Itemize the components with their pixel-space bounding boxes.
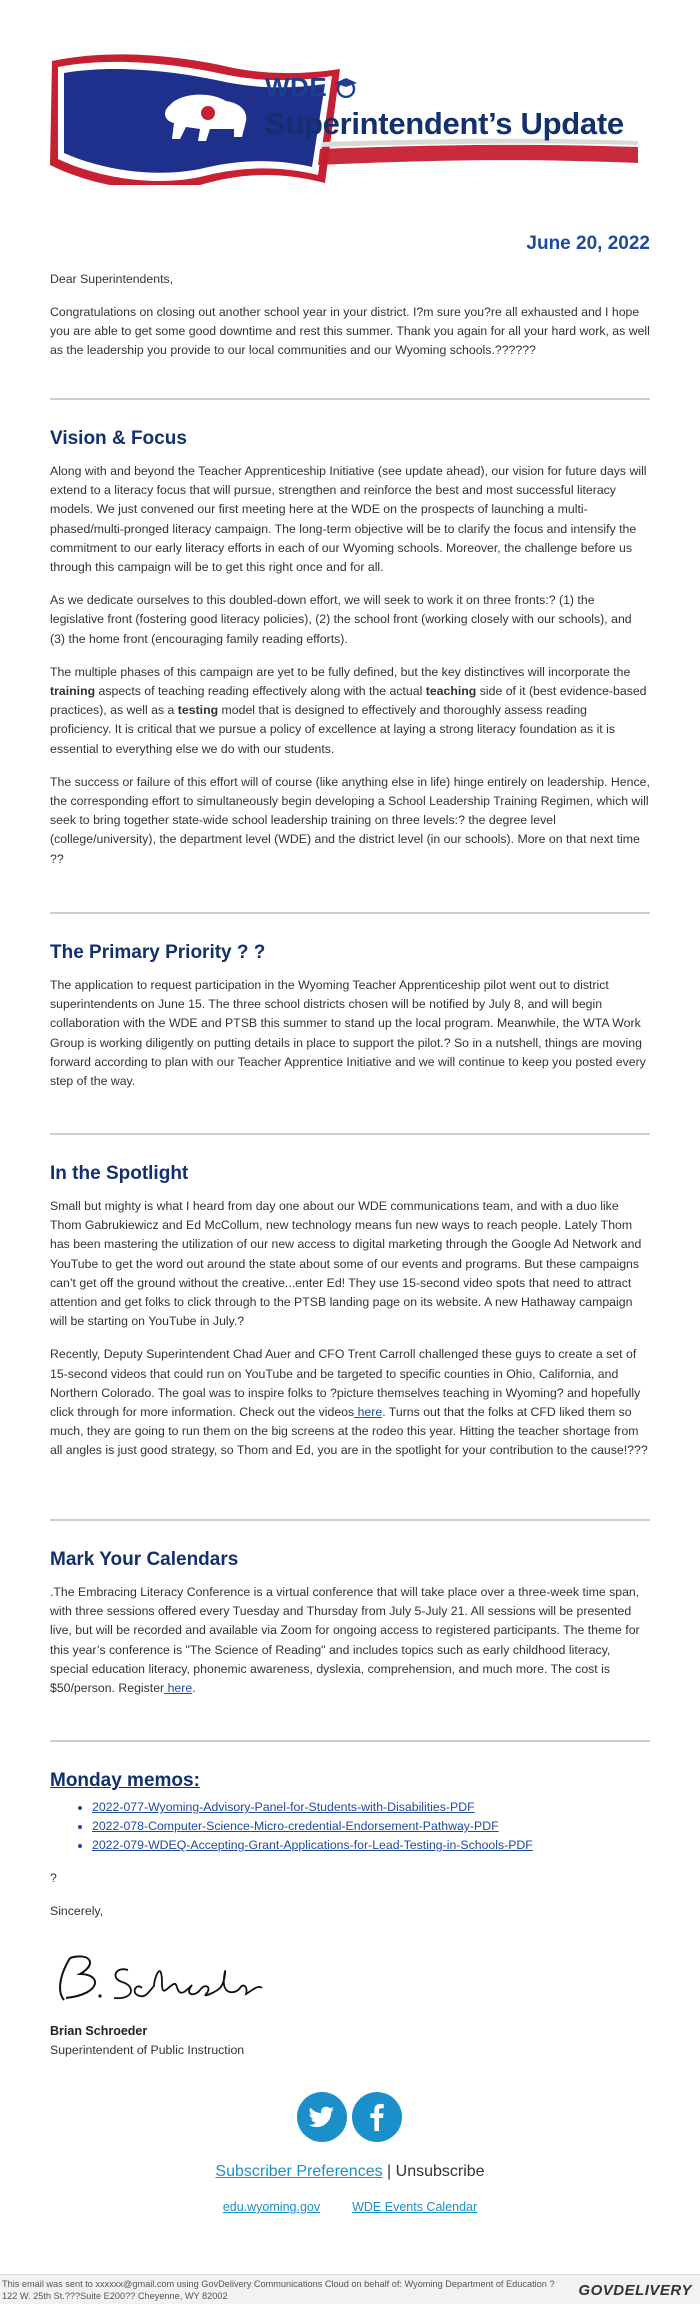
subscription-links [0, 2163, 700, 2181]
vision-paragraph-4: The success or failure of this effort will of course (like anything else in life) hinge entirely on leadership. Hence, the corresponding effort to simultaneously begin developing a School Leadership Training Regimen, which will seek to bring together state-wide school leadership training on three levels:? the degree level (college/university), the department level (WDE) and the district level (in our schools). More on that next time ?? [50, 774, 650, 866]
delivery-footer [0, 2274, 700, 2304]
signoff [50, 2022, 650, 2060]
handwritten-signature [50, 1948, 280, 2010]
priority-paragraph: The application to request participation in the Wyoming Teacher Apprenticeship pilot went out to district superintendents on June 15. The three school districts chosen will be notified by July 8, and will begin collaboration with the WDE and PTSB this summer to stand up the local program. Meanwhile, the WTA Work Group is working diligently on putting details in place to support the pilot.? So in a nutshell, things are moving forward according to plan with our Teacher Apprentice Initiative and we will continue to keep you posted every step of the way. [50, 978, 646, 1089]
spotlight-section [50, 1163, 650, 1475]
social-icons [297, 2092, 407, 2142]
vision-paragraph-1: Along with and beyond the Teacher Apprenticeship Initiative (see update ahead), our vision for future days will extend to a literacy focus that will pursue, strengthen and reinforce the best and most successful literacy models. We just convened our first meeting here at the WDE on the prospects of launching a multi-phased/multi-pronged literacy campaign. The long-term objective will be to clarify the focus and intensify the commitment to our early literacy efforts in each of our Wyoming schools. Moreover, the challenge before us through this campaign will be to get this right once and for all. [50, 464, 647, 575]
greeting: Dear Superintendents, [50, 272, 174, 286]
signer-role: Superintendent of Public Instruction [50, 2043, 245, 2057]
memo-list [50, 1798, 650, 1855]
memo-list-item [92, 1798, 650, 1817]
newsletter-title: Superintendent’s Update [265, 106, 624, 141]
section-divider [50, 1133, 650, 1135]
issue-date: June 20, 2022 [526, 233, 650, 254]
footer-links [0, 2200, 700, 2214]
section-heading-spotlight: In the Spotlight [50, 1163, 189, 1184]
signer-name: Brian Schroeder [50, 2024, 148, 2038]
memo-list-item [92, 1817, 650, 1836]
section-divider [50, 1740, 650, 1742]
wde-brand [265, 72, 358, 103]
vision-paragraph-3: The multiple phases of this campaign are yet to be fully defined, but the key distinctives will incorporate the training aspects of teaching reading effectively along with the actual teaching side of it (best evidence-based practices), as well as a testing model that is designed to effectively and thoroughly assess reading proficiency. It is critical that we pursue a policy of excellence at laying a strong literacy foundation as it is essential to everything else we do with our students. [50, 664, 647, 756]
wde-wordmark: WDE [265, 72, 328, 102]
unsubscribe-link[interactable]: Unsubscribe [395, 2163, 485, 2180]
delivery-notice: This email was sent to xxxxxx@gmail.com using GovDelivery Communications Cloud on behalf of: Wyoming Department of Education ? 122 W. 25th St.???Suite E200?? Cheyenne, WY 82002 [2, 2279, 555, 2301]
register-link[interactable]: here [164, 1681, 193, 1696]
memos-heading-link[interactable]: Monday memos: [50, 1770, 200, 1791]
section-divider [50, 1519, 650, 1521]
section-heading-vision: Vision & Focus [50, 428, 187, 449]
twitter-icon[interactable] [297, 2092, 347, 2142]
spotlight-paragraph-2: Recently, Deputy Superintendent Chad Auer and CFO Trent Carroll challenged these guys to create a set of 15-second videos that could run on YouTube and be targeted to specific counties in Ohio, California, and Northern Colorado. The goal was to inspire folks to ?picture themselves teaching in Wyoming? and hopefully click through for more information. Check out the videos here. Turns out that the folks at CFD liked them so much, they are going to run them on the big screens at the rodeo this year. Hitting the teacher shortage from all angles is just good strategy, so Thom and Ed, you are in the spotlight for your contribution to the cause!??? [50, 1347, 648, 1458]
section-heading-calendars: Mark Your Calendars [50, 1549, 239, 1570]
stray-question-mark: ? [50, 1871, 57, 1885]
memos-section [50, 1770, 650, 1935]
priority-section [50, 942, 650, 1105]
facebook-icon[interactable] [352, 2092, 402, 2142]
vision-section [50, 428, 650, 883]
intro-section [50, 270, 650, 374]
memo-list-item [92, 1836, 650, 1855]
signature-block [50, 1948, 650, 2008]
memo-link-077[interactable]: 2022-077-Wyoming-Advisory-Panel-for-Students-with-Disabilities-PDF [92, 1800, 475, 1814]
intro-paragraph: Congratulations on closing out another school year in your district. I?m sure you?re all exhausted and I hope you are able to get some good downtime and rest this summer. Thank you again for all your hard work, as well as the leadership you provide to our local communities and our Wyoming schools.?????? [50, 305, 650, 357]
vision-paragraph-2: As we dedicate ourselves to this doubled-down effort, we will seek to work it on three fronts:? (1) the legislative front (fostering good literacy policies), (2) the school front (working closely with our schools), and (3) the home front (encouraging family reading efforts). [50, 593, 632, 646]
sincerely-text: Sincerely, [50, 1904, 104, 1918]
videos-link[interactable]: here [354, 1405, 383, 1420]
subscriber-preferences-link[interactable]: Subscriber Preferences [215, 2163, 383, 2180]
memo-link-079[interactable]: 2022-079-WDEQ-Accepting-Grant-Applications-for-Lead-Testing-in-Schools-PDF [92, 1838, 533, 1852]
link-divider: | [382, 2163, 396, 2180]
govdelivery-logo[interactable]: GOVDELIVERY [578, 2282, 692, 2299]
section-divider [50, 398, 650, 400]
edu-wyoming-link[interactable]: edu.wyoming.gov [222, 2200, 321, 2214]
section-heading-memos [50, 1770, 650, 1792]
graduation-cap-icon [334, 76, 358, 98]
header-banner [0, 0, 700, 200]
spotlight-paragraph-1: Small but mighty is what I heard from day one about our WDE communications team, and with a duo like Thom Gabrukiewicz and Ed McCollum, new technology means fun new ways to reach people. Lately Thom has been mastering the utilization of our new access to digital marketing through the Google Ad Network and YouTube to get the word out around the state about some of our events and programs. But these campaigns can’t get off the ground without the creative...enter Ed! They use 15-second video spots that need to attract attention and get folks to click through to the PTSB landing page on its website. A new Hathaway campaign will be starting on YouTube in July.? [50, 1199, 642, 1329]
memo-link-078[interactable]: 2022-078-Computer-Science-Micro-credential-Endorsement-Pathway-PDF [92, 1819, 499, 1833]
calendars-section [50, 1549, 650, 1712]
section-divider [50, 912, 650, 914]
section-heading-priority: The Primary Priority ? ? [50, 942, 266, 963]
events-calendar-link[interactable]: WDE Events Calendar [352, 2200, 478, 2214]
calendars-paragraph: .The Embracing Literacy Conference is a virtual conference that will take place over a three-week time span, with three sessions offered every Tuesday and Thursday from July 5-July 21. All sessions will be presented live, but will be recorded and available via Zoom for ongoing access to registered participants. The theme for this year’s conference is "The Science of Reading" and includes topics such as early childhood literacy, special education literacy, phonemic awareness, dyslexia, comprehension, and much more. The cost is $50/person. Register here. [50, 1585, 640, 1696]
